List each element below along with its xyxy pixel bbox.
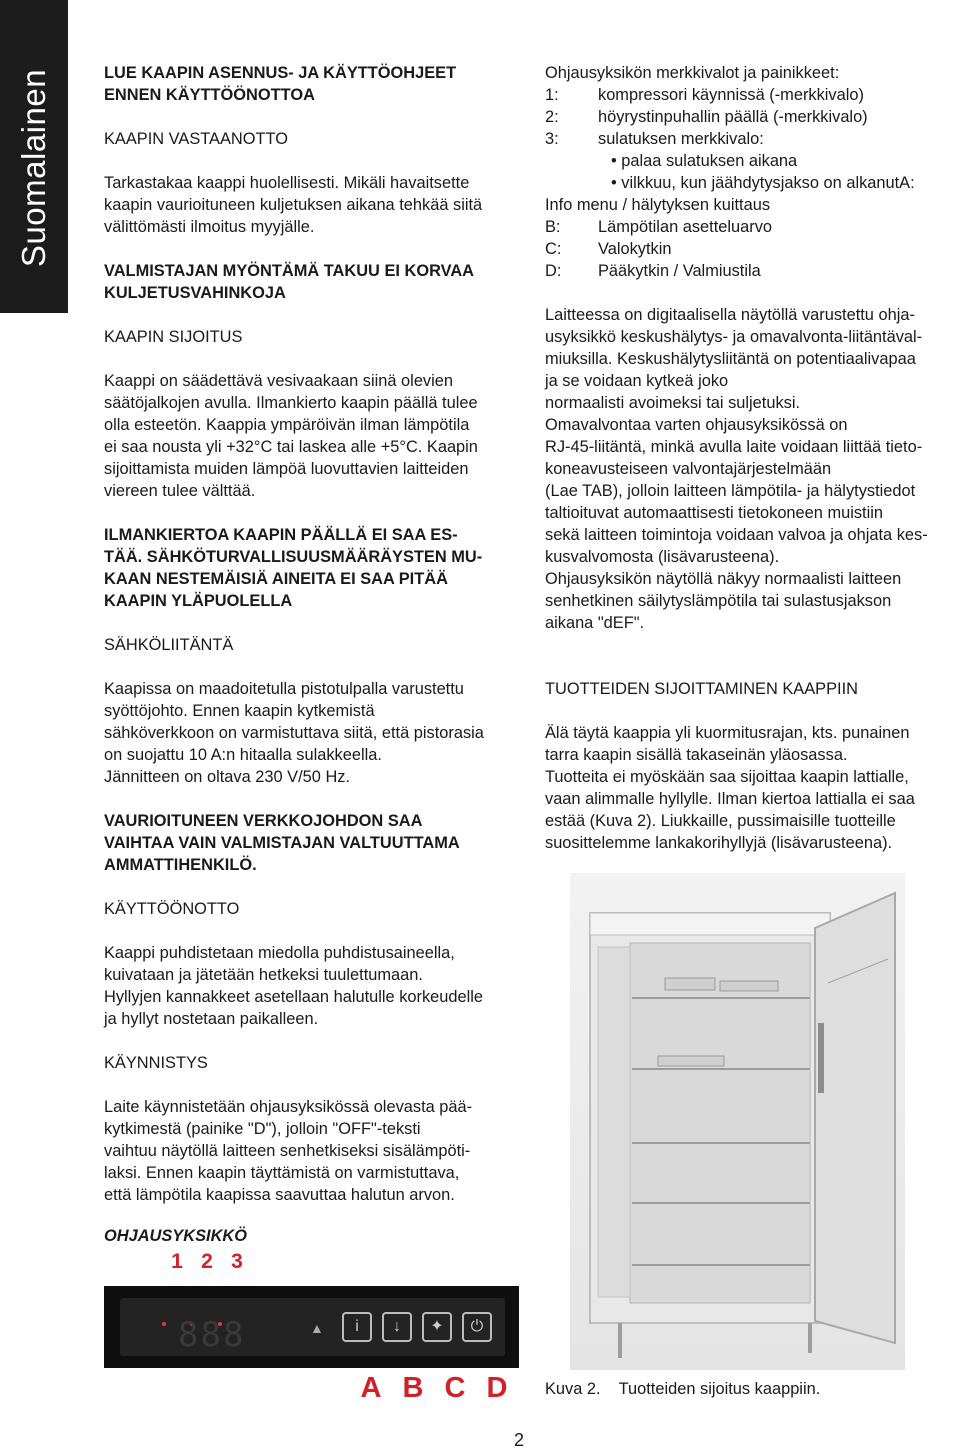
paragraph-line: miuksilla. Keskushälytysliitäntä on potentiaalivapaa [545, 350, 916, 368]
caption-label: Kuva 2. [545, 1380, 601, 1398]
list-value: höyrystinpuhallin päällä (-merkkivalo) [598, 108, 868, 126]
paragraph-line: RJ-45-liitäntä, minkä avulla laite voidaan liittää tieto- [545, 438, 923, 456]
paragraph-line: aikana "dEF". [545, 614, 645, 632]
paragraph-line: taltioituvat automaattisesti tietokoneen muistiin [545, 504, 884, 522]
info-button-icon: i [342, 1312, 372, 1342]
main-heading-line-1: LUE KAAPIN ASENNUS- JA KÄYTTÖOHJEET [104, 64, 457, 82]
paragraph-line: usyksikkö keskushälytys- ja omavalvonta-liitäntäval- [545, 328, 923, 346]
paragraph-line: senhetkinen säilytyslämpötila tai sulastusjakson [545, 592, 892, 610]
warning-line: ILMANKIERTOA KAAPIN PÄÄLLÄ EI SAA ES- [104, 526, 458, 544]
refrigerator-illustration [570, 873, 905, 1370]
paragraph-line: viereen tulee välttää. [104, 482, 256, 500]
warning-line: VAURIOITUNEEN VERKKOJOHDON SAA [104, 812, 423, 830]
list-key: D: [545, 262, 562, 280]
paragraph-line: Tarkastakaa kaappi huolellisesti. Mikäli havaitsette [104, 174, 470, 192]
paragraph-line: Kaappi puhdistetaan miedolla puhdistusaineella, [104, 944, 455, 962]
paragraph-line: kytkimestä (painike "D"), jolloin "OFF"-teksti [104, 1120, 421, 1138]
paragraph-line: Kaappi on säädettävä vesivaakaan siinä olevien [104, 372, 453, 390]
section-heading-commissioning: KÄYTTÖÖNOTTO [104, 900, 240, 918]
paragraph-line: Tuotteita ei myöskään saa sijoittaa kaapin lattialle, [545, 768, 909, 786]
caption-text: Tuotteiden sijoitus kaappiin. [618, 1380, 821, 1398]
paragraph-line: ja hyllyt nostetaan paikalleen. [104, 1010, 319, 1028]
language-tab [0, 0, 68, 313]
paragraph-line: välittömästi ilmoitus myyjälle. [104, 218, 315, 236]
indicator-numbers [162, 1250, 252, 1274]
list-value: sulatuksen merkkivalo: [598, 130, 764, 148]
paragraph-line: kusvalvomosta (lisävarusteena). [545, 548, 780, 566]
list-value: Pääkytkin / Valmiustila [598, 262, 761, 280]
indicator-list [545, 84, 957, 150]
indicator-number: 2 [201, 1250, 213, 1273]
list-key: B: [545, 218, 561, 236]
paragraph-line: kuivataan ja jätetään hetkeksi tuulettumaan. [104, 966, 423, 984]
bullet-item: • palaa sulatuksen aikana [611, 152, 798, 170]
bell-icon: ▲ [310, 1320, 324, 1336]
paragraph-line: Hyllyjen kannakkeet asetellaan halutulle korkeudelle [104, 988, 484, 1006]
paragraph-line: vaan alimmalle hyllylle. Ilman kiertoa lattialla ei saa [545, 790, 915, 808]
paragraph-line: syöttöjohto. Ennen kaapin kytkemistä [104, 702, 375, 720]
paragraph-line: laksi. Ennen kaapin täyttämistä on varmistuttava, [104, 1164, 460, 1182]
paragraph-line: ei saa nousta yli +32°C tai laskea alle +5°C. Kaapin [104, 438, 478, 456]
paragraph-line: Laitteessa on digitaalisella näytöllä varustettu ohja- [545, 306, 915, 324]
info-line: Info menu / hälytyksen kuittaus [545, 196, 771, 214]
list-key: 3: [545, 130, 559, 148]
warning-line: VALMISTAJAN MYÖNTÄMÄ TAKUU EI KORVAA [104, 262, 474, 280]
paragraph-line: vaihtuu näytöllä laitteen senhetkiseksi sisälämpöti- [104, 1142, 471, 1160]
section-heading-receipt: KAAPIN VASTAANOTTO [104, 130, 288, 148]
paragraph-line: säätöjalkojen avulla. Ilmankierto kaapin päällä tulee [104, 394, 478, 412]
bullet-item: • vilkkuu, kun jäähdytysjakso on alkanutA: [611, 174, 915, 192]
warning-line: VAIHTAA VAIN VALMISTAJAN VALTUUTTAMA [104, 834, 460, 852]
paragraph-line: normaalisti avoimeksi tai suljetuksi. [545, 394, 801, 412]
page-number: 2 [514, 1430, 525, 1450]
figure-caption [545, 1380, 820, 1399]
list-key: 1: [545, 86, 559, 104]
control-panel-image [104, 1286, 519, 1368]
button-letter: A [360, 1372, 382, 1404]
refrigerator-photo [570, 873, 905, 1370]
section-heading-products: TUOTTEIDEN SIJOITTAMINEN KAAPPIIN [545, 680, 858, 698]
left-column [104, 62, 524, 1206]
warning-line: KAAN NESTEMÄISIÄ AINEITA EI SAA PITÄÄ [104, 570, 448, 588]
paragraph-line: Älä täytä kaappia yli kuormitusrajan, kts. punainen [545, 724, 910, 742]
paragraph-line: sekä laitteen toimintoja voidaan valvoa ja ohjata kes- [545, 526, 928, 544]
paragraph-line: Ohjausyksikön näytöllä näkyy normaalisti laitteen [545, 570, 902, 588]
list-key: 2: [545, 108, 559, 126]
button-letter: B [402, 1372, 424, 1404]
paragraph-line: on suojattu 10 A:n hitaalla sulakkeella. [104, 746, 382, 764]
paragraph-line: koneavusteiseen valvontajärjestelmään [545, 460, 832, 478]
list-value: Lämpötilan asetteluarvo [598, 218, 773, 236]
indicator-light [162, 1322, 166, 1326]
warning-line: KULJETUSVAHINKOJA [104, 284, 286, 302]
paragraph-line: suosittelemme lankakorihyllyjä (lisävarusteena). [545, 834, 893, 852]
indicator-intro: Ohjausyksikön merkkivalot ja painikkeet: [545, 64, 840, 82]
paragraph-line: olla esteetön. Kaappia ympäröivän ilman lämpötila [104, 416, 470, 434]
digit-display: 888 [178, 1315, 246, 1355]
paragraph-line: estää (Kuva 2). Liukkaille, pussimaisille tuotteille [545, 812, 896, 830]
language-tab-label: Suomalainen [15, 68, 52, 268]
paragraph-line: tarra kaapin sisällä takaseinän yläosassa. [545, 746, 848, 764]
button-letters [350, 1372, 518, 1405]
warning-line: AMMATTIHENKILÖ. [104, 856, 257, 874]
right-column [545, 62, 957, 854]
warning-line: TÄÄ. SÄHKÖTURVALLISUUSMÄÄRÄYSTEN MU- [104, 548, 483, 566]
paragraph-line: sähköverkkoon on varmistuttava siitä, että pistorasia [104, 724, 484, 742]
button-letter: C [444, 1372, 466, 1404]
list-value: Valokytkin [598, 240, 672, 258]
paragraph-line: Omavalvontaa varten ohjausyksikössä on [545, 416, 848, 434]
section-heading-startup: KÄYNNISTYS [104, 1054, 208, 1072]
paragraph-line: kaapin vaurioituneen kuljetuksen aikana tehkää siitä [104, 196, 483, 214]
light-button-icon: ✦ [422, 1312, 452, 1342]
control-unit-title: OHJAUSYKSIKKÖ [104, 1227, 247, 1245]
section-heading-electrical: SÄHKÖLIITÄNTÄ [104, 636, 234, 654]
paragraph-line: että lämpötila kaapissa saavuttaa halutun arvon. [104, 1186, 455, 1204]
paragraph-line: Laite käynnistetään ohjausyksikössä olevasta pää- [104, 1098, 473, 1116]
section-heading-placement: KAAPIN SIJOITUS [104, 328, 243, 346]
control-panel-face [120, 1298, 505, 1356]
paragraph-line: ja se voidaan kytkeä joko [545, 372, 729, 390]
warning-line: KAAPIN YLÄPUOLELLA [104, 592, 293, 610]
button-letter: D [486, 1372, 508, 1404]
button-list [545, 216, 957, 282]
power-button-icon: ⏻ [462, 1312, 492, 1342]
main-heading-line-2: ENNEN KÄYTTÖÖNOTTOA [104, 86, 315, 104]
list-value: kompressori käynnissä (-merkkivalo) [598, 86, 864, 104]
indicator-number: 3 [231, 1250, 243, 1273]
paragraph-line: sijoittamista muiden lämpöä luovuttavien laitteiden [104, 460, 469, 478]
indicator-number: 1 [171, 1250, 183, 1273]
paragraph-line: Jännitteen on oltava 230 V/50 Hz. [104, 768, 351, 786]
list-key: C: [545, 240, 562, 258]
thermometer-button-icon: ↓ [382, 1312, 412, 1342]
paragraph-line: Kaapissa on maadoitetulla pistotulpalla varustettu [104, 680, 464, 698]
paragraph-line: (Lae TAB), jolloin laitteen lämpötila- ja hälytystiedot [545, 482, 916, 500]
